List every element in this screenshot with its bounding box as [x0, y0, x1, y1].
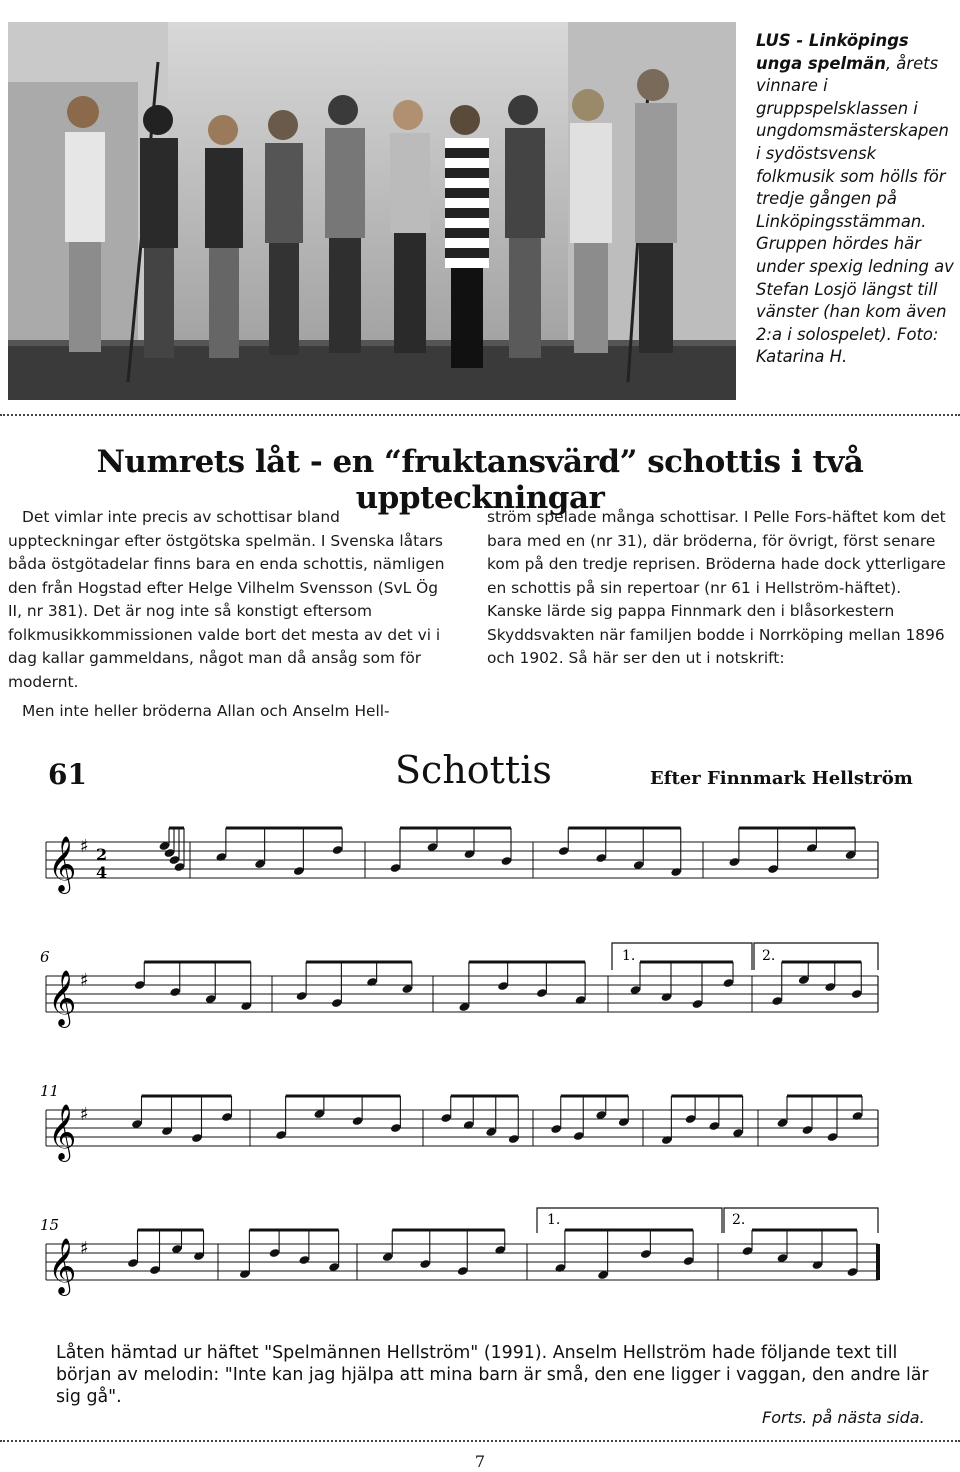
treble-clef: 𝄞: [48, 836, 77, 892]
photo-fiddlers: [8, 22, 736, 400]
ending-label: 2.: [732, 1212, 746, 1228]
system-number: 6: [40, 948, 50, 966]
time-signature-bottom: 4: [96, 863, 108, 882]
tune-credit: Efter Finnmark Hellström: [650, 768, 913, 789]
article-column-right: [487, 506, 955, 671]
caption-title: LUS - Linköpings unga spelmän: [756, 31, 909, 73]
ending-label: 1.: [547, 1212, 561, 1228]
article-paragraph: Det vimlar inte precis av schottisar bland uppteckningar efter östgötska spelmän. I Svenska låtars båda östgötadelar finns bara en enda schottis, nämligen den från Hogstad efter Helge Vilhelm Svensson (SvL Ög II, nr 381). Det är nog inte så konstigt eftersom folkmusikkommissionen valde bort det mesta av det vi i dag kallar gammeldans, något man då ansåg som för modernt.: [8, 508, 445, 691]
photo-caption: [756, 30, 956, 369]
system-number: 11: [40, 1082, 60, 1100]
article-column-left: [8, 506, 450, 724]
caption-text: , årets vinnare i gruppspelsklassen i ungdomsmästerskapen i sydöstsvensk folkmusik som hölls för tredje gången på Linköpingsstämman. Gruppen hördes här under spexig ledning av Stefan Losjö längst till vänster (han kom även 2:a i solospelet). Foto: Katarina H.: [756, 53, 954, 367]
sharp-key: ♯: [80, 1238, 89, 1259]
page-number: 7: [474, 1452, 486, 1471]
footnote: Låten hämtad ur häftet "Spelmännen Hellström" (1991). Anselm Hellström hade följande text till början av melodin: "Inte kan jag hjälpa att mina barn är små, den ene ligger i vaggan, den andre lär sig gå".: [56, 1343, 929, 1407]
ending-label: 2.: [762, 948, 776, 964]
ending-label: 1.: [622, 948, 636, 964]
divider-top: [0, 414, 960, 416]
continued-note: Forts. på nästa sida.: [762, 1408, 925, 1427]
sheet-music: [0, 800, 960, 1320]
treble-clef: 𝄞: [48, 1104, 77, 1160]
treble-clef: 𝄞: [48, 1238, 77, 1294]
sharp-key: ♯: [80, 1104, 89, 1125]
divider-bottom: [0, 1440, 960, 1442]
article-paragraph: Men inte heller bröderna Allan och Anselm Hell-: [22, 702, 390, 720]
sharp-key: ♯: [80, 970, 89, 991]
treble-clef: 𝄞: [48, 970, 77, 1026]
sharp-key: ♯: [80, 836, 89, 857]
system-number: 15: [40, 1216, 60, 1234]
time-signature-top: 2: [96, 845, 108, 864]
tune-title: Schottis: [395, 748, 552, 792]
article-headline: Numrets låt - en “fruktansvärd” schottis i två uppteckningar: [96, 444, 864, 516]
article-paragraph: ström spelade många schottisar. I Pelle Fors-häftet kom det bara med en (nr 31), där bröderna, för övrigt, först senare kom på den tredje reprisen. Bröderna hade dock ytterligare en schottis på sin repertoar (nr 61 i Hellström-häftet). Kanske lärde sig pappa Finnmark den i blåsorkestern Skyddsvakten när familjen bodde i Norrköping mellan 1896 och 1902. Så här ser den ut i notskrift:: [487, 508, 946, 667]
tune-number: 61: [48, 758, 87, 791]
